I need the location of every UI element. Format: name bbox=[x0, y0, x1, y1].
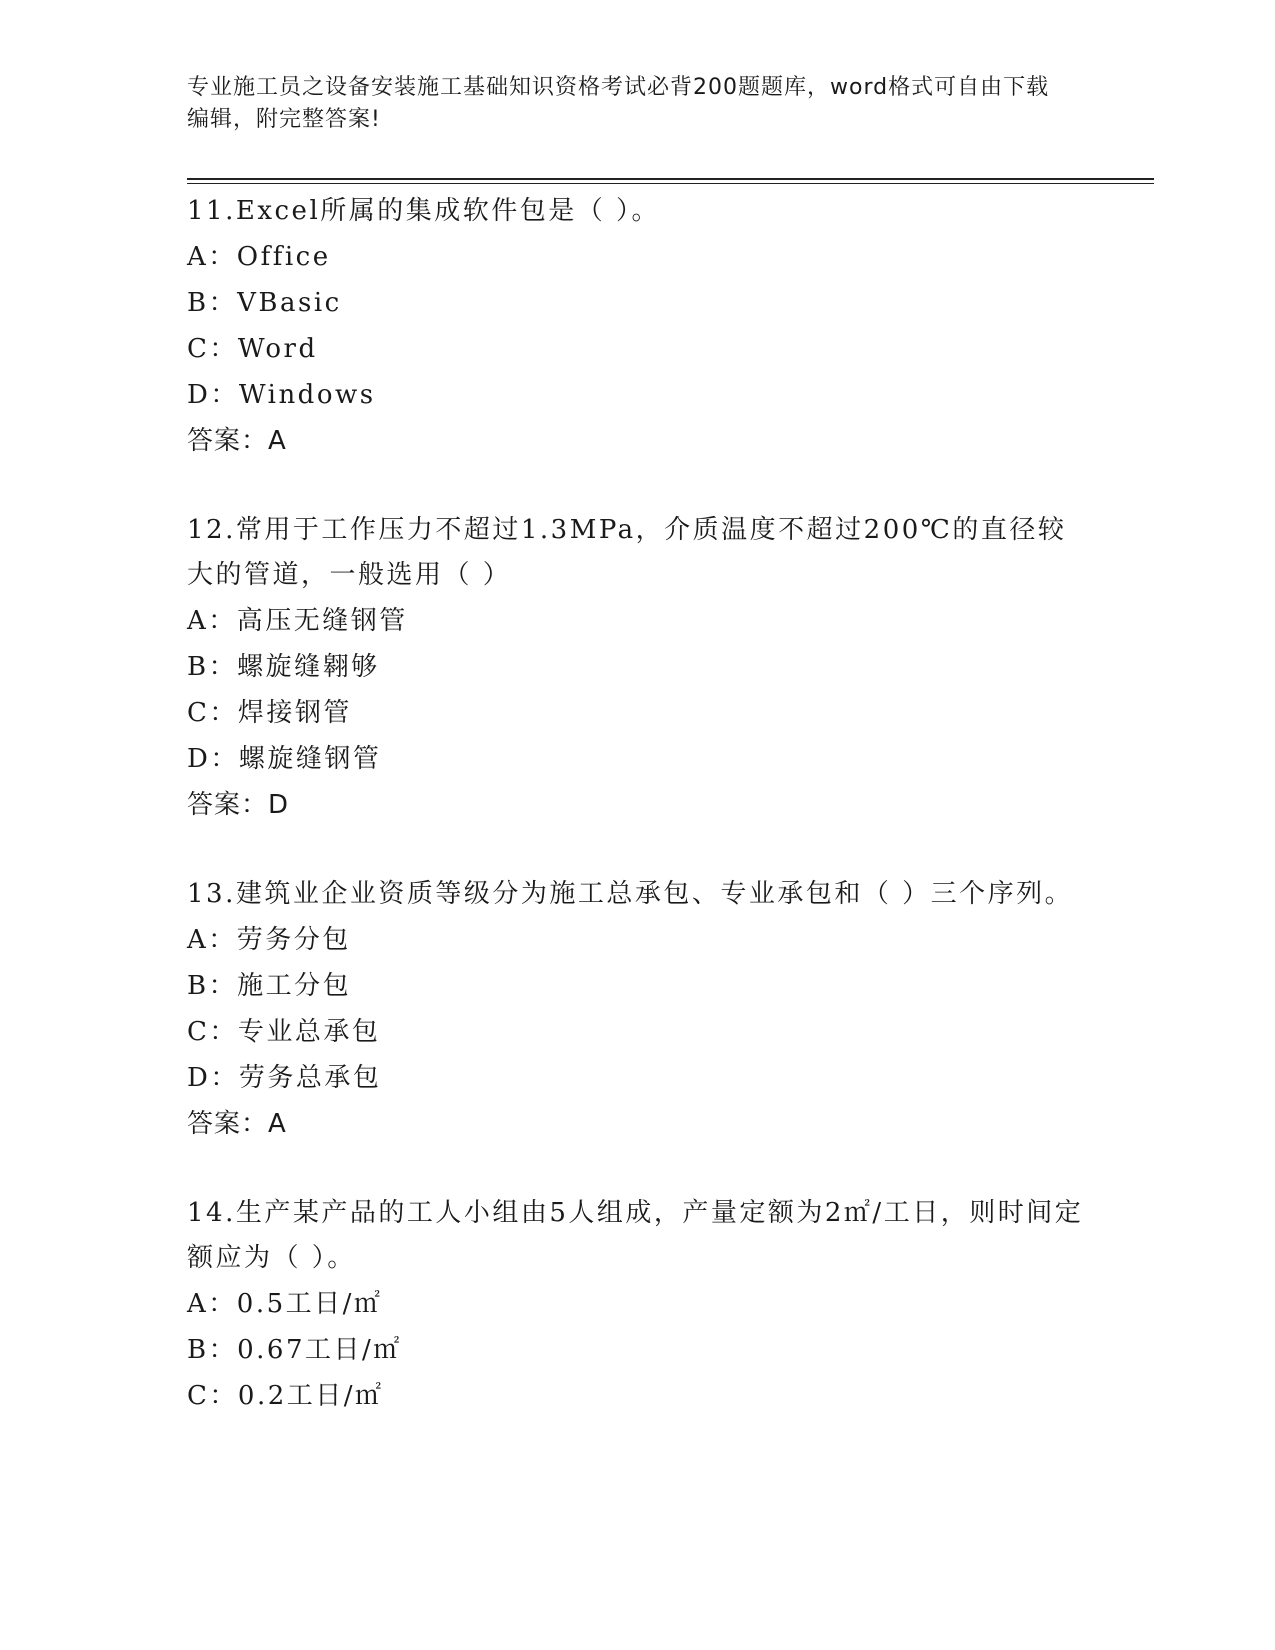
option-text: 劳务总承包 bbox=[238, 1063, 382, 1093]
option-text: Windows bbox=[238, 380, 376, 410]
option-b bbox=[187, 963, 1087, 1009]
question-text: 14.生产某产品的工人小组由5人组成，产量定额为2㎡/工日，则时间定额应为（ ）。 bbox=[187, 1198, 1084, 1273]
option-a bbox=[187, 1281, 1087, 1327]
option-c bbox=[187, 690, 1087, 736]
option-key: D： bbox=[187, 380, 239, 410]
option-key: B： bbox=[187, 652, 238, 682]
option-a bbox=[187, 234, 1087, 280]
option-key: D： bbox=[187, 744, 239, 774]
option-text: VBasic bbox=[237, 288, 342, 318]
option-b bbox=[187, 644, 1087, 690]
option-text: 0.67工日/㎡ bbox=[237, 1335, 402, 1365]
option-text: 焊接钢管 bbox=[237, 698, 352, 728]
option-text: 螺旋缝翱够 bbox=[237, 652, 380, 682]
option-c bbox=[187, 326, 1087, 372]
question-text: 12.常用于工作压力不超过1.3MPa，介质温度不超过200℃的直径较大的管道，一般选用（ ） bbox=[187, 515, 1067, 590]
question-14 bbox=[187, 1191, 1087, 1419]
question-13 bbox=[187, 872, 1087, 1147]
option-text: 劳务分包 bbox=[236, 925, 351, 955]
option-text: 施工分包 bbox=[237, 971, 352, 1001]
answer-line: 答案：A bbox=[187, 426, 287, 456]
option-text: 专业总承包 bbox=[237, 1017, 381, 1047]
header-divider-thin bbox=[187, 183, 1154, 184]
question-text: 13.建筑业企业资质等级分为施工总承包、专业承包和（ ）三个序列。 bbox=[187, 879, 1074, 909]
option-text: 螺旋缝钢管 bbox=[238, 744, 382, 774]
document-header: 专业施工员之设备安装施工基础知识资格考试必背200题题库，word格式可自由下载编辑，附完整答案! bbox=[187, 75, 1050, 132]
option-key: B： bbox=[187, 288, 238, 318]
option-key: C： bbox=[187, 1017, 238, 1047]
option-text: 0.2工日/㎡ bbox=[237, 1381, 384, 1411]
option-key: D： bbox=[187, 1063, 239, 1093]
option-d bbox=[187, 736, 1087, 782]
option-b bbox=[187, 280, 1087, 326]
question-12 bbox=[187, 508, 1087, 828]
question-text: 11.Excel所属的集成软件包是（ ）。 bbox=[187, 196, 661, 226]
option-a bbox=[187, 917, 1087, 963]
answer-line: 答案：D bbox=[187, 790, 290, 820]
option-key: B： bbox=[187, 971, 238, 1001]
header-divider bbox=[187, 178, 1154, 180]
option-key: C： bbox=[187, 334, 238, 364]
question-11 bbox=[187, 189, 1087, 464]
option-b bbox=[187, 1327, 1087, 1373]
option-d bbox=[187, 1055, 1087, 1101]
option-key: C： bbox=[187, 698, 238, 728]
option-text: 高压无缝钢管 bbox=[236, 606, 408, 636]
option-a bbox=[187, 598, 1087, 644]
option-key: A： bbox=[187, 1289, 237, 1319]
option-key: A： bbox=[187, 242, 237, 272]
option-key: A： bbox=[187, 925, 237, 955]
option-text: 0.5工日/㎡ bbox=[236, 1289, 383, 1319]
option-d bbox=[187, 372, 1087, 418]
option-key: C： bbox=[187, 1381, 238, 1411]
option-text: Word bbox=[237, 334, 318, 364]
option-c bbox=[187, 1009, 1087, 1055]
option-c bbox=[187, 1373, 1087, 1419]
question-list bbox=[187, 189, 1087, 1463]
answer-line: 答案：A bbox=[187, 1109, 287, 1139]
option-key: A： bbox=[187, 606, 237, 636]
option-key: B： bbox=[187, 1335, 238, 1365]
option-text: Office bbox=[236, 242, 331, 272]
